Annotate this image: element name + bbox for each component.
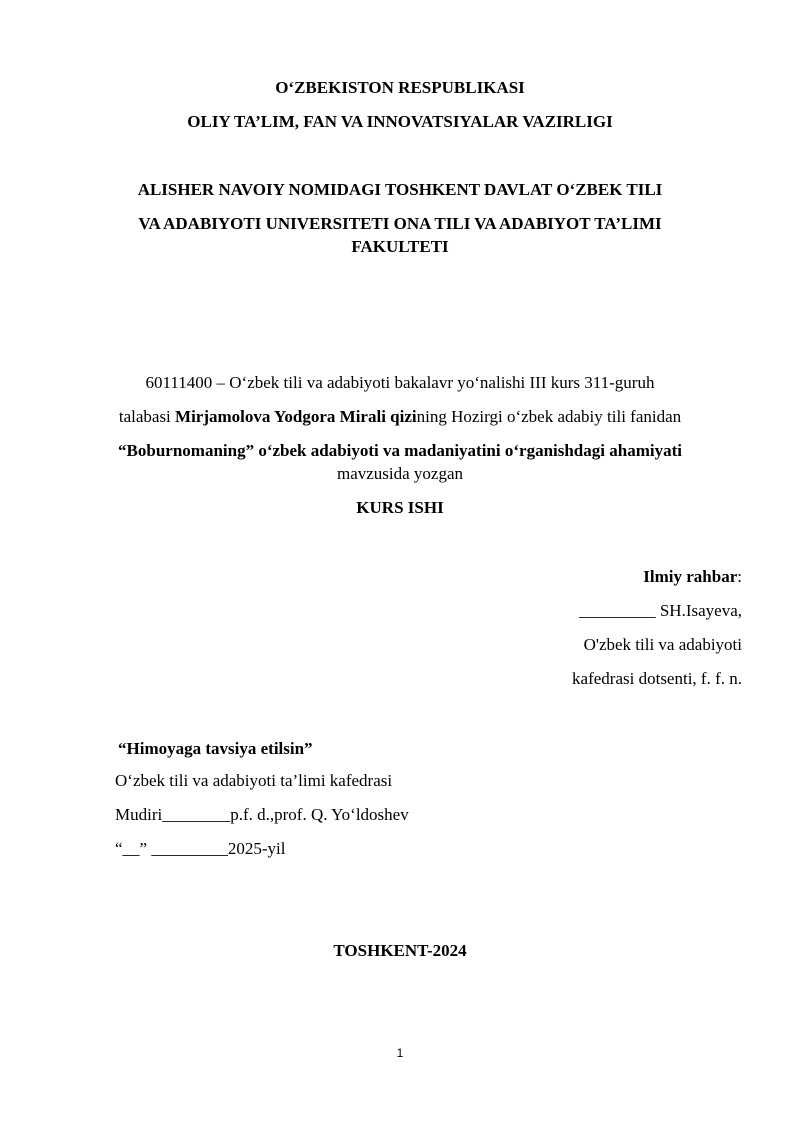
supervisor-position: kafedrasi dotsenti, f. f. n. [572, 669, 742, 688]
university-line-2: VA ADABIYOTI UNIVERSITETI ONA TILI VA ADABIYOT TA’LIMI [138, 214, 662, 233]
approval-heading: “Himoyaga tavsiya etilsin” [118, 739, 313, 758]
approval-head: Mudiri________p.f. d.,prof. Q. Yo‘ldoshev [115, 805, 409, 824]
work-type: KURS ISHI [356, 498, 444, 517]
header-ministry: OLIY TA’LIM, FAN VA INNOVATSIYALAR VAZIRLIGI [187, 112, 613, 131]
supervisor-department: O'zbek tili va adabiyoti [583, 635, 742, 654]
city-year: TOSHKENT-2024 [333, 941, 467, 960]
header-republic: O‘ZBEKISTON RESPUBLIKASI [275, 78, 525, 97]
topic-suffix-line: mavzusida yozgan [336, 464, 464, 483]
page-number: 1 [396, 1046, 404, 1060]
supervisor-name: _________ SH.Isayeva, [579, 601, 742, 620]
supervisor-label: Ilmiy rahbar: [643, 567, 742, 586]
program-line: 60111400 – O‘zbek tili va adabiyoti bakalavr yo‘nalishi III kurs 311-guruh [145, 373, 655, 392]
approval-date: “__” _________2025-yil [115, 839, 286, 858]
university-line-1: ALISHER NAVOIY NOMIDAGI TOSHKENT DAVLAT O‘ZBEK TILI [137, 180, 663, 199]
topic-line: “Boburnomaning” o‘zbek adabiyoti va madaniyatini o‘rganishdagi ahamiyati [118, 441, 682, 460]
student-line: talabasi Mirjamolova Yodgora Mirali qizining Hozirgi o‘zbek adabiy tili fanidan [118, 407, 682, 426]
approval-department: O‘zbek tili va adabiyoti ta’limi kafedrasi [115, 771, 393, 790]
university-line-3: FAKULTETI [351, 237, 449, 256]
student-name: Mirjamolova Yodgora Mirali qizi [175, 407, 417, 426]
